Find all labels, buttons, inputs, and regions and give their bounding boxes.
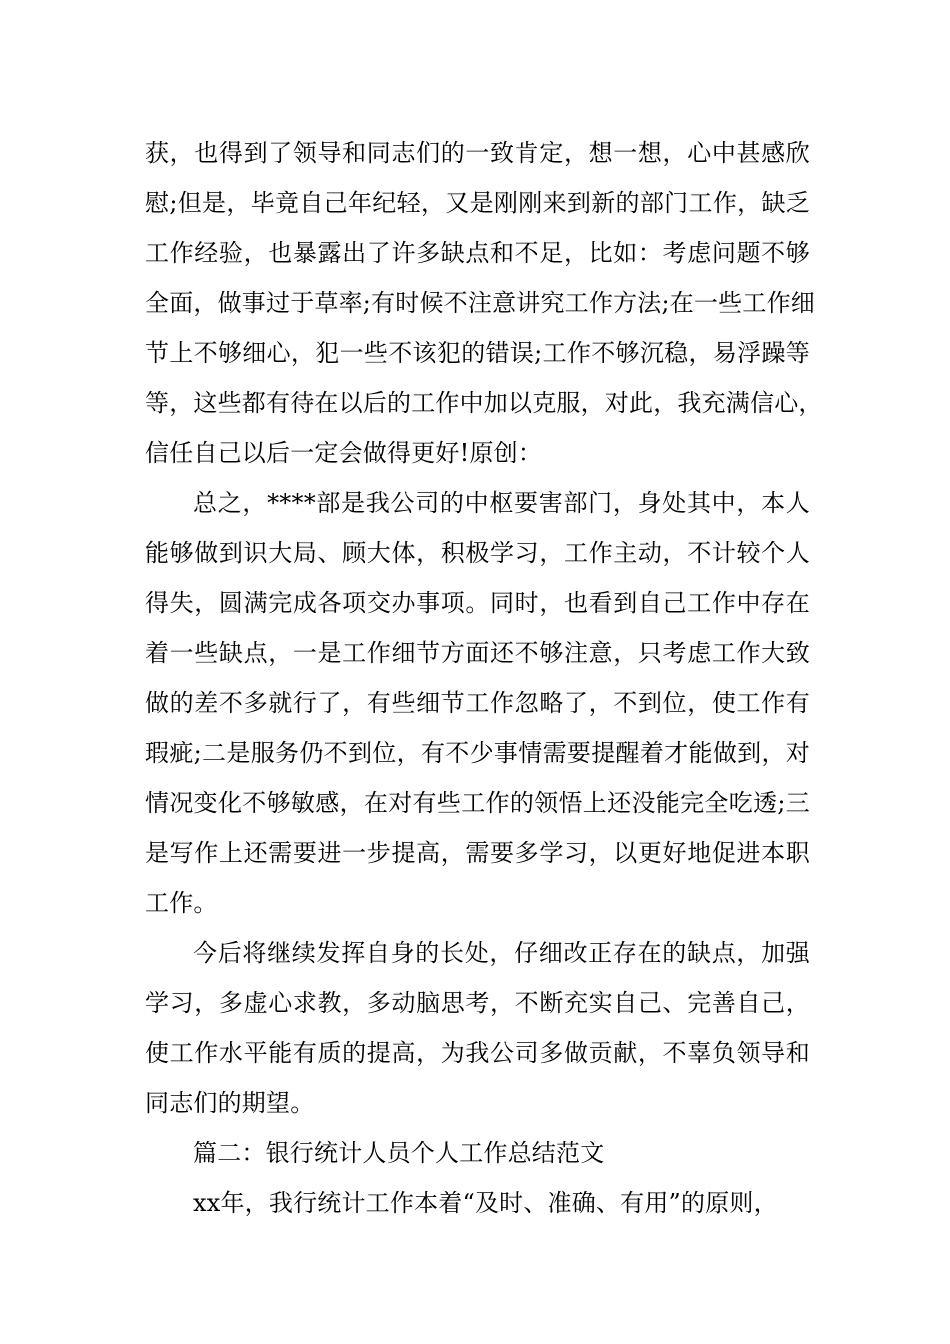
- paragraph-1: [145, 128, 823, 478]
- text-line: 是写作上还需要进一步提高，需要多学习，以更好地促进本职: [145, 839, 810, 867]
- text-line: 今后将继续发挥自身的长处，仔细改正存在的缺点，加强: [193, 939, 810, 967]
- text-line: 着一些缺点，一是工作细节方面还不够注意，只考虑工作大致: [145, 639, 810, 667]
- text-line: 总之，****部是我公司的中枢要害部门，身处其中，本人: [193, 489, 810, 517]
- text-line: 工作。: [145, 889, 218, 917]
- paragraph-3: [145, 928, 810, 1128]
- text-line: 工作经验，也暴露出了许多缺点和不足，比如：考虑问题不够: [145, 239, 810, 267]
- text-line: 全面，做事过于草率;有时候不注意讲究工作方法;在一些工作细: [145, 289, 815, 317]
- text-line: 信任自己以后一定会做得更好!原创：: [145, 439, 543, 467]
- text-line: 获，也得到了领导和同志们的一致肯定，想一想，心中甚感欣: [145, 139, 810, 167]
- paragraph-2: [145, 478, 810, 928]
- text-line: 同志们的期望。: [145, 1089, 315, 1117]
- text-line: 节上不够细心，犯一些不该犯的错误;工作不够沉稳，易浮躁等: [145, 339, 810, 367]
- document-body: [145, 128, 823, 1228]
- paragraph-4: [145, 1178, 810, 1228]
- text-line: 得失，圆满完成各项交办事项。同时，也看到自己工作中存在: [145, 589, 810, 617]
- section-heading: [145, 1128, 810, 1178]
- text-line: 做的差不多就行了，有些细节工作忽略了，不到位，使工作有: [145, 689, 810, 717]
- text-line: 瑕疵;二是服务仍不到位，有不少事情需要提醒着才能做到，对: [145, 739, 810, 767]
- text-line: 慰;但是，毕竟自己年纪轻，又是刚刚来到新的部门工作，缺乏: [145, 189, 810, 217]
- text-line: 能够做到识大局、顾大体，积极学习，工作主动，不计较个人: [145, 539, 810, 567]
- text-line: 等，这些都有待在以后的工作中加以克服，对此，我充满信心，: [145, 389, 823, 417]
- text-line: xx年，我行统计工作本着“及时、准确、有用”的原则，: [193, 1189, 778, 1217]
- text-line: 学习，多虚心求教，多动脑思考，不断充实自己、完善自己，: [145, 989, 810, 1017]
- text-line: 情况变化不够敏感，在对有些工作的领悟上还没能完全吃透;三: [145, 789, 810, 817]
- heading-line: 篇二：银行统计人员个人工作总结范文: [193, 1139, 605, 1167]
- text-line: 使工作水平能有质的提高，为我公司多做贡献，不辜负领导和: [145, 1039, 810, 1067]
